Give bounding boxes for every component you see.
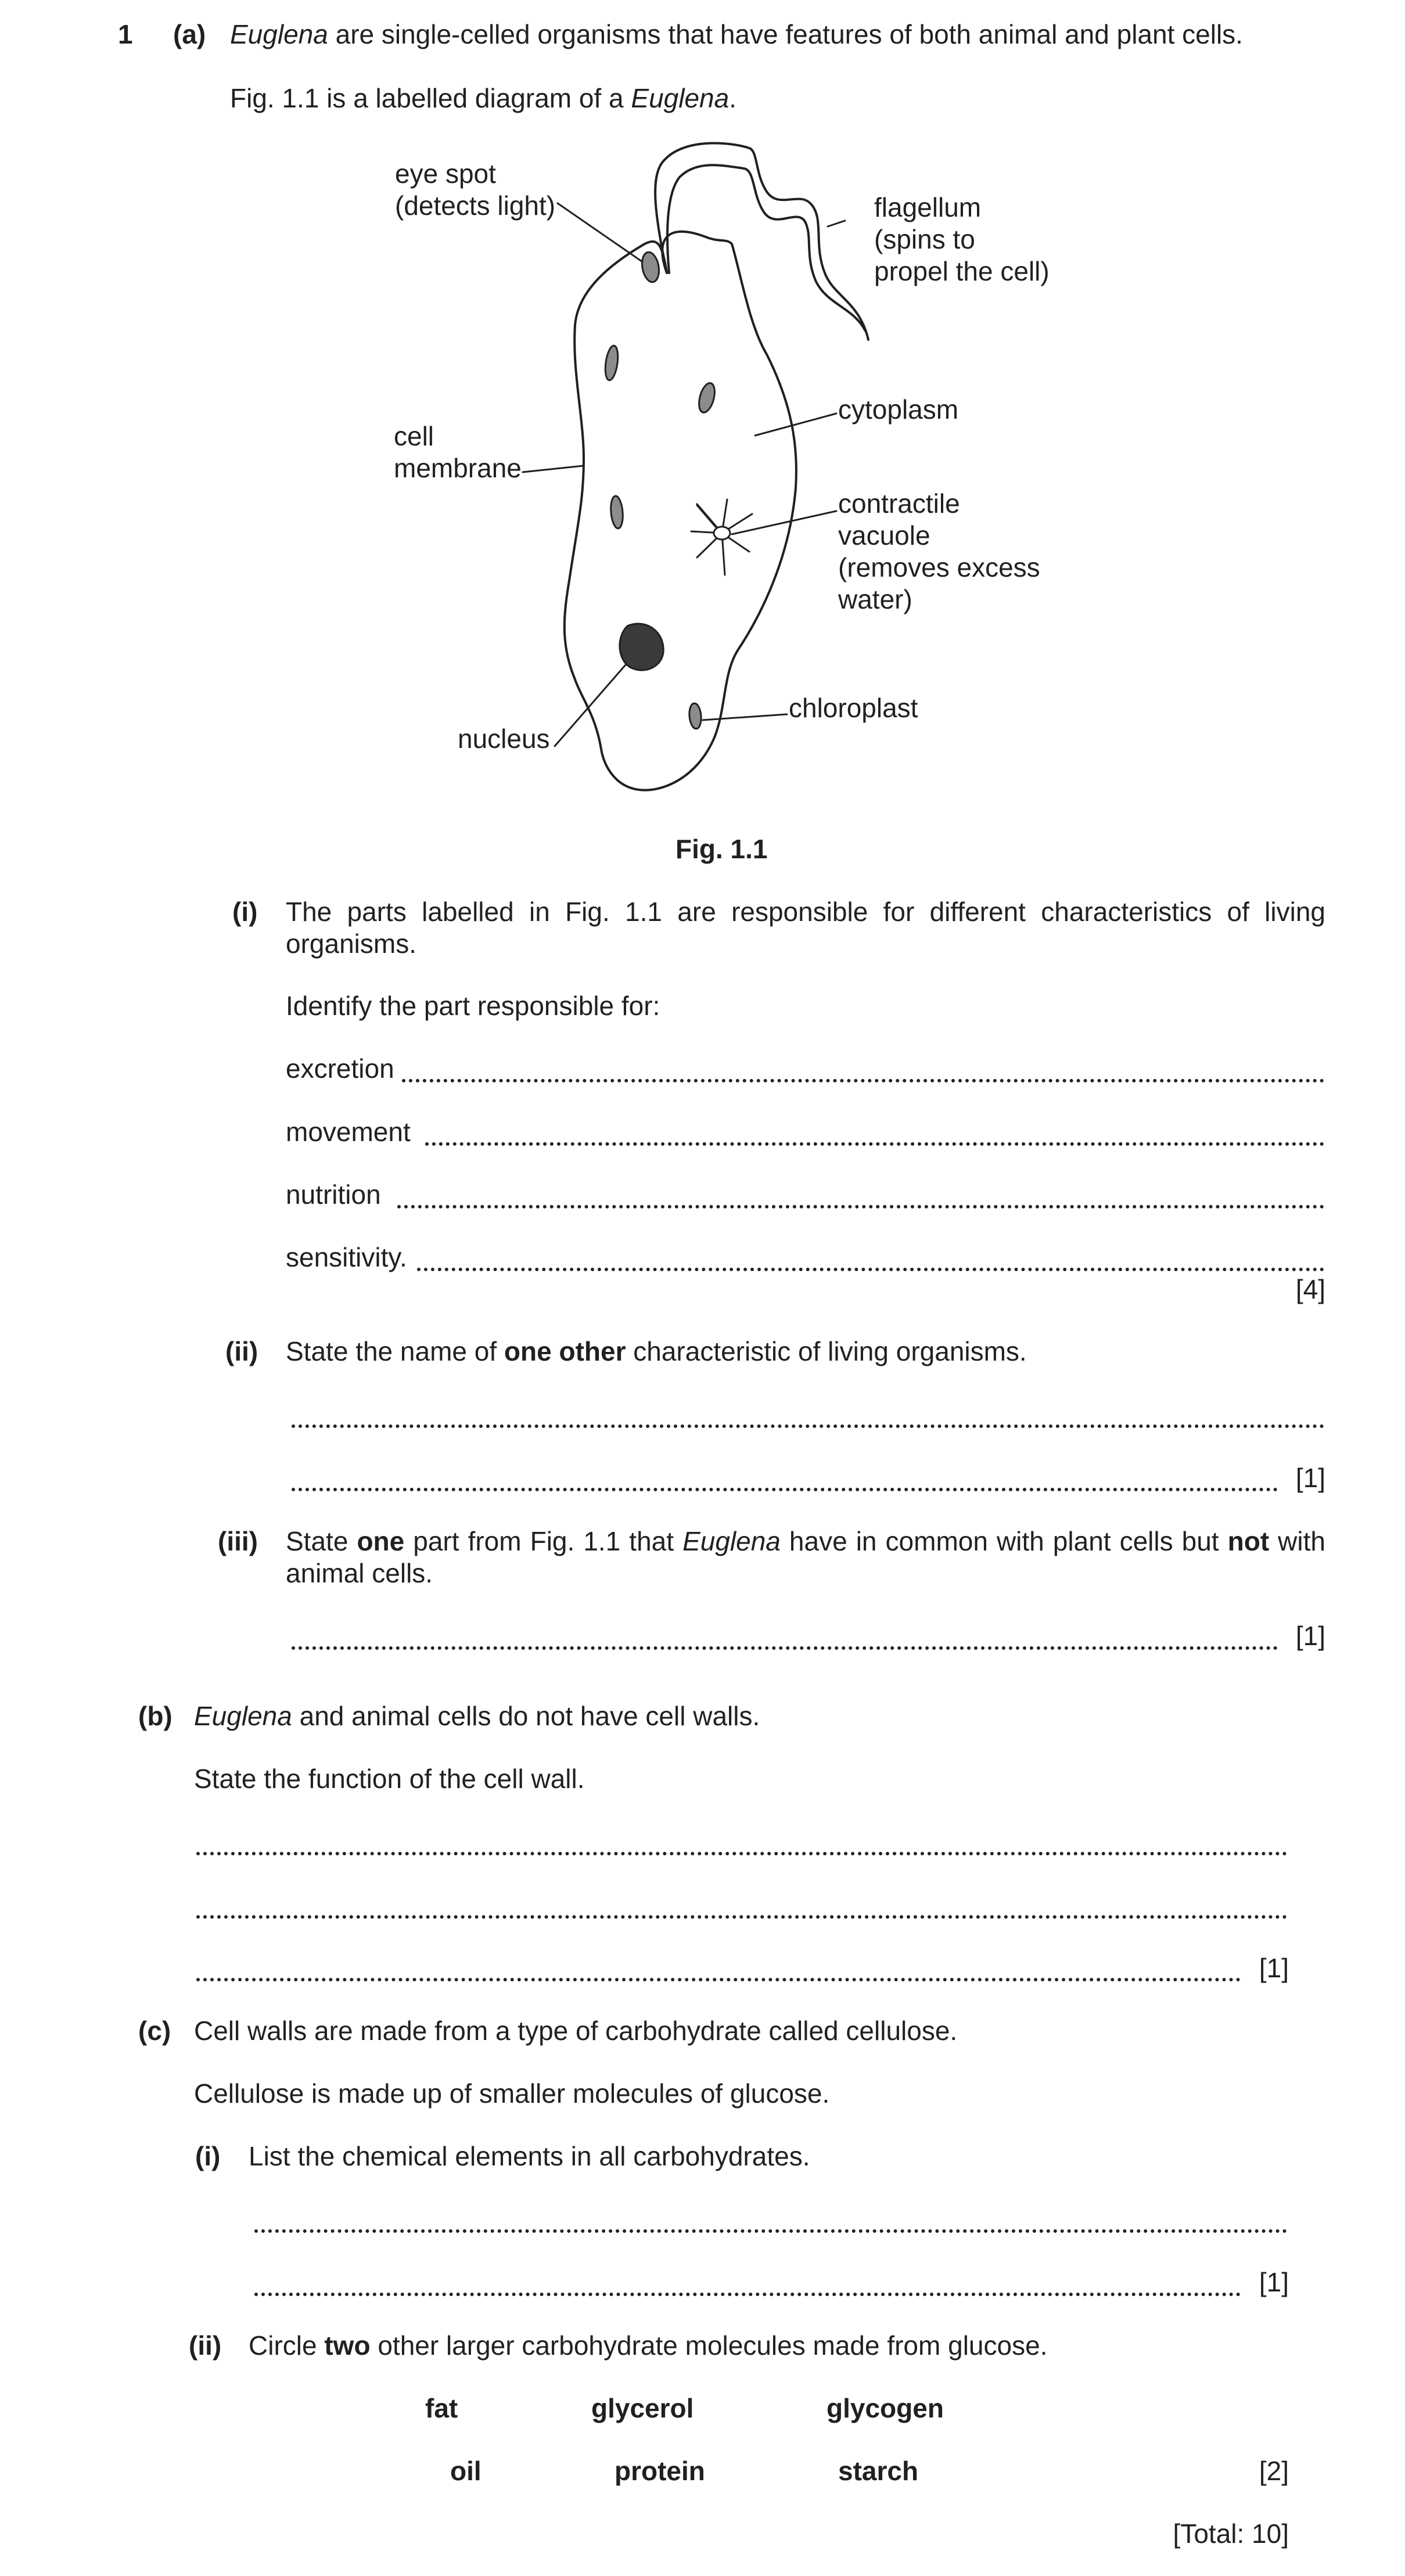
item-sensitivity-label: sensitivity. [286,1242,407,1272]
part-c-line1: Cell walls are made from a type of carbohydrate called cellulose. [194,2016,958,2046]
part-a-ii-text: State the name of one other characteristic of living organisms. [286,1336,1027,1366]
part-c-ii-text: Circle two other larger carbohydrate molecules made from glucose. [249,2330,1048,2361]
marks-c-ii: [2] [1259,2456,1289,2486]
option-protein[interactable]: protein [615,2456,705,2486]
chloroplast [688,703,702,729]
part-b-label: (b) [138,1701,173,1731]
answer-line-excretion[interactable] [402,1079,1324,1082]
answer-line-a-ii-1[interactable] [292,1424,1324,1428]
answer-line-b-1[interactable] [196,1852,1287,1855]
label-cytoplasm: cytoplasm [838,394,959,424]
label-eye-spot: eye spot (detects light) [395,159,556,221]
option-oil[interactable]: oil [450,2456,481,2486]
figure-caption: Fig. 1.1 [675,834,768,864]
answer-line-b-3[interactable] [196,1978,1241,1981]
part-b-instruction: State the function of the cell wall. [194,1764,585,1794]
answer-line-c-i-2[interactable] [254,2293,1241,2296]
option-starch[interactable]: starch [838,2456,919,2486]
part-a-label: (a) [173,19,206,49]
part-a-iii-label: (iii) [218,1526,258,1556]
option-fat[interactable]: fat [425,2393,458,2423]
part-a-i-instruction: Identify the part responsible for: [286,991,660,1021]
eye-spot [640,251,662,283]
part-a-ii-label: (ii) [225,1336,258,1366]
answer-line-b-2[interactable] [196,1915,1287,1919]
item-movement-label: movement [286,1117,411,1147]
nucleus [620,624,663,670]
part-a-i-label: (i) [232,897,258,927]
answer-line-a-ii-2[interactable] [292,1488,1278,1491]
part-c-label: (c) [138,2016,171,2046]
answer-line-c-i-1[interactable] [254,2229,1287,2233]
total-marks: [Total: 10] [1173,2519,1289,2549]
option-glycerol[interactable]: glycerol [591,2393,694,2423]
part-c-i-label: (i) [195,2141,221,2171]
chloroplast [610,495,624,529]
chloroplast [603,345,620,381]
part-a-intro: Euglena are single-celled organisms that have features of both animal and plant cells. [230,19,1243,49]
marks-b: [1] [1259,1953,1289,1983]
answer-line-movement[interactable] [425,1142,1324,1146]
label-chloroplast: chloroplast [789,693,918,723]
label-flagellum: flagellum (spins to propel the cell) [874,192,1050,286]
part-c-line2: Cellulose is made up of smaller molecules of glucose. [194,2078,830,2109]
euglena-diagram [0,0,1405,813]
marks-a-ii: [1] [1295,1463,1325,1493]
marks-a-iii: [1] [1295,1621,1325,1651]
marks-a-i: [4] [1295,1274,1325,1304]
part-b-text: Euglena and animal cells do not have cell walls. [194,1701,760,1731]
marks-c-i: [1] [1259,2267,1289,2297]
option-glycogen[interactable]: glycogen [827,2393,944,2423]
part-c-i-text: List the chemical elements in all carbohydrates. [249,2141,810,2171]
item-excretion-label: excretion [286,1053,394,1084]
label-nucleus: nucleus [458,724,550,754]
answer-line-a-iii[interactable] [292,1646,1278,1650]
part-a-i-text: The parts labelled in Fig. 1.1 are responsible for different characteristics of living organisms. [286,897,1325,959]
answer-line-sensitivity[interactable] [417,1268,1324,1271]
label-cell-membrane: cell membrane [394,421,522,483]
figure-intro: Fig. 1.1 is a labelled diagram of a Euglena. [230,83,736,113]
part-a-iii-text: State one part from Fig. 1.1 that Euglena have in common with plant cells but not with animal cells. [286,1526,1325,1588]
question-number: 1 [118,19,133,49]
answer-line-nutrition[interactable] [397,1205,1324,1208]
chloroplast [696,382,718,414]
part-c-ii-label: (ii) [189,2330,222,2361]
label-contractile-vacuole: contractile vacuole (removes excess water) [838,488,1040,614]
item-nutrition-label: nutrition [286,1179,381,1210]
